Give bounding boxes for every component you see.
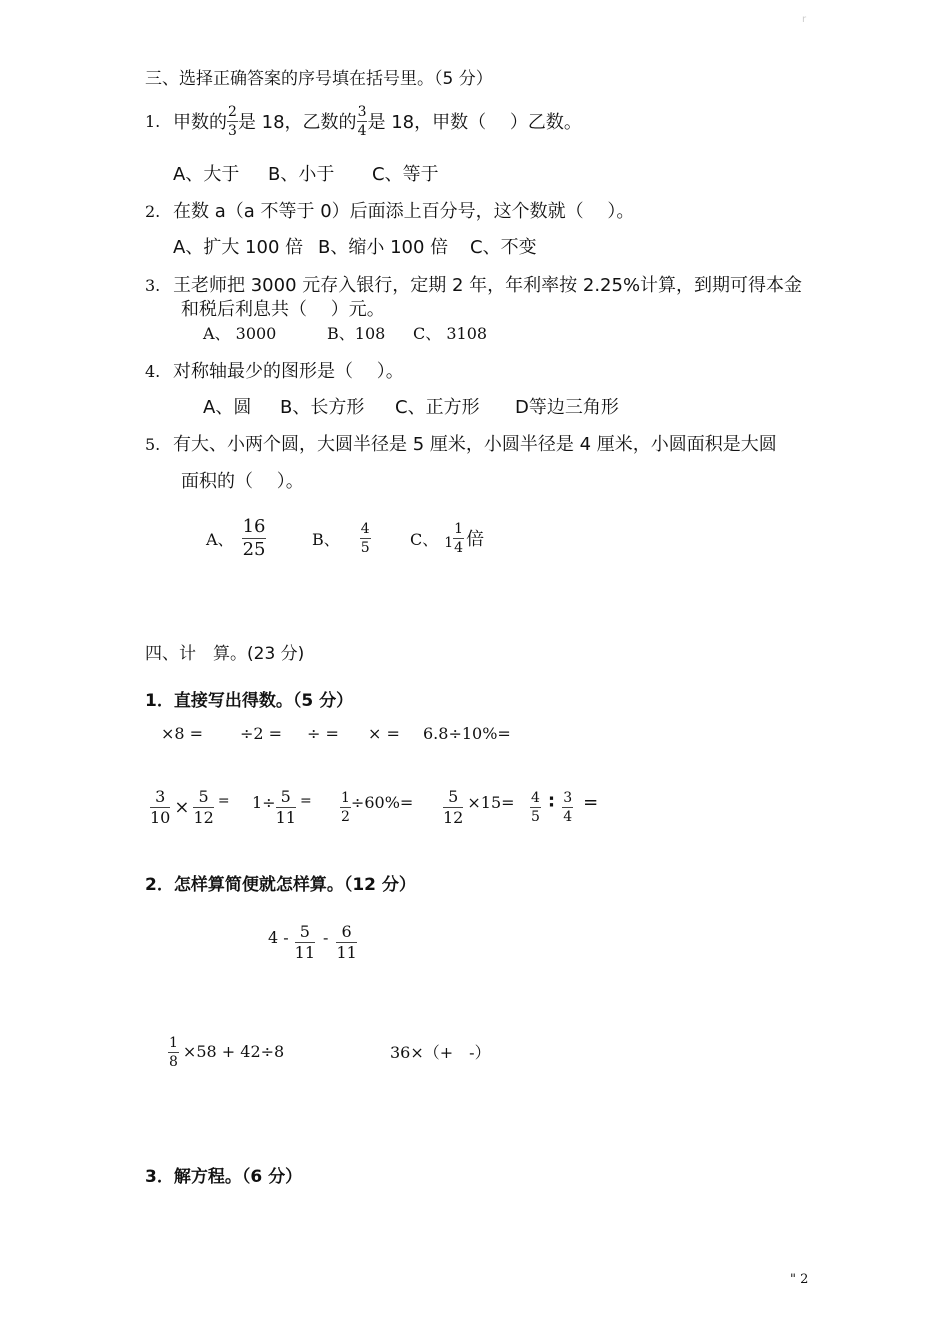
q1-fraction-2: $\frac{3}{4}$ bbox=[357, 103, 367, 139]
fraction: $\frac{6}{11}$ bbox=[336, 921, 357, 962]
q1-text-part3: 是 18，甲数（ ）乙数。 bbox=[367, 112, 582, 133]
q4-option-b: B、长方形 bbox=[280, 397, 365, 418]
mental-calc-1: ×8 = bbox=[161, 724, 204, 743]
mental-calc-8 bbox=[340, 780, 413, 834]
simplify-expr-1 bbox=[268, 915, 357, 969]
q2-option-b: B、缩小 100 倍 bbox=[318, 237, 449, 258]
fraction: $\frac{4}{5}$ bbox=[531, 789, 540, 825]
q1-option-b: B、小于 bbox=[268, 164, 335, 185]
q1-text-part1: 甲数的 bbox=[173, 112, 227, 133]
fraction: $\frac{1}{4}$ bbox=[454, 520, 464, 556]
expression-suffix: ÷60%= bbox=[350, 792, 414, 812]
q3-text-line1: 王老师把 3000 元存入银行，定期 2 年，年利率按 2.25%计算，到期可得本金 bbox=[173, 275, 803, 296]
mental-calc-9 bbox=[443, 780, 515, 834]
option-label: A、 bbox=[206, 529, 234, 549]
part2-title: 2．怎样算简便就怎样算。（12 分） bbox=[145, 875, 416, 895]
expression-suffix: ×58 + 42÷8 bbox=[182, 1041, 285, 1061]
option-label: B、 bbox=[312, 529, 340, 549]
equals: = bbox=[583, 791, 599, 813]
page-number: " 2 bbox=[790, 1272, 809, 1287]
equals: = bbox=[217, 793, 230, 809]
fraction: $\frac{5}{11}$ bbox=[294, 921, 316, 962]
question-number: 3. bbox=[145, 276, 161, 295]
q1-option-a: A、大于 bbox=[173, 164, 240, 185]
ratio-colon: ∶ bbox=[548, 791, 555, 813]
option-suffix: 倍 bbox=[466, 529, 485, 550]
equals: = bbox=[299, 793, 312, 809]
q3-option-a: A、 3000 bbox=[203, 324, 277, 343]
mental-calc-4: × = bbox=[368, 724, 400, 743]
operator: × bbox=[174, 796, 190, 818]
section3-title: 三、选择正确答案的序号填在括号里。（5 分） bbox=[145, 69, 493, 89]
question-4 bbox=[145, 357, 404, 383]
mental-calc-6 bbox=[150, 780, 230, 834]
mental-calc-2: ÷2 = bbox=[240, 724, 283, 743]
q1-fraction-1: $\frac{2}{3}$ bbox=[228, 103, 237, 139]
corner-mark: r bbox=[802, 14, 807, 25]
q5-option-b bbox=[312, 510, 371, 566]
mental-calc-5: 6.8÷10%= bbox=[423, 724, 511, 743]
fraction: $\frac{16}{25}$ bbox=[242, 515, 266, 560]
mental-calc-7 bbox=[252, 780, 312, 834]
simplify-expr-3: 36×（+ -） bbox=[390, 1043, 491, 1062]
question-number: 4. bbox=[145, 362, 161, 381]
fraction: $\frac{5}{11}$ bbox=[275, 786, 296, 827]
fraction: $\frac{3}{10}$ bbox=[150, 786, 171, 827]
q1-text-part2: 是 18，乙数的 bbox=[237, 112, 357, 133]
q3-text-line2: 和税后利息共（ ）元。 bbox=[181, 299, 385, 320]
question-5 bbox=[145, 430, 777, 456]
q2-option-a: A、扩大 100 倍 bbox=[173, 237, 304, 258]
fraction: $\frac{1}{8}$ bbox=[169, 1034, 178, 1070]
question-number: 1. bbox=[145, 111, 161, 131]
fraction: $\frac{5}{12}$ bbox=[443, 786, 464, 827]
q5-option-a bbox=[206, 510, 266, 566]
q1-option-c: C、等于 bbox=[372, 164, 439, 185]
expression-suffix: ×15= bbox=[467, 792, 515, 812]
question-number: 5. bbox=[145, 435, 161, 454]
expression-prefix: 1÷ bbox=[252, 792, 276, 812]
question-number: 2. bbox=[145, 202, 161, 221]
q5-text-line1: 有大、小两个圆，大圆半径是 5 厘米，小圆半径是 4 厘米，小圆面积是大圆 bbox=[173, 434, 777, 455]
section4-title: 四、计 算。(23 分) bbox=[145, 644, 305, 664]
question-3 bbox=[145, 271, 802, 297]
expression-prefix: 4 - bbox=[268, 927, 289, 947]
q4-option-a: A、圆 bbox=[203, 397, 252, 418]
q2-option-c: C、不变 bbox=[470, 237, 537, 258]
whole-number: 1 bbox=[444, 535, 454, 551]
part1-title: 1．直接写出得数。（5 分） bbox=[145, 691, 354, 711]
fraction: $\frac{4}{5}$ bbox=[360, 520, 370, 556]
fraction: $\frac{1}{2}$ bbox=[341, 789, 350, 825]
q4-option-c: C、正方形 bbox=[395, 397, 480, 418]
q3-option-b: B、108 bbox=[327, 324, 386, 343]
q2-text: 在数 a（a 不等于 0）后面添上百分号，这个数就（ ）。 bbox=[173, 201, 635, 222]
simplify-expr-2 bbox=[168, 1030, 284, 1074]
q4-option-d: D等边三角形 bbox=[515, 397, 619, 418]
q3-option-c: C、 3108 bbox=[413, 324, 488, 343]
mental-calc-10 bbox=[530, 780, 598, 834]
mental-calc-3: ÷ = bbox=[307, 724, 339, 743]
question-2 bbox=[145, 197, 634, 223]
q5-option-c bbox=[410, 510, 484, 566]
fraction: $\frac{5}{12}$ bbox=[193, 786, 214, 827]
q4-text: 对称轴最少的图形是（ ）。 bbox=[173, 361, 404, 382]
option-label: C、 bbox=[410, 529, 439, 549]
q5-text-line2: 面积的（ ）。 bbox=[181, 471, 304, 492]
question-1 bbox=[145, 103, 582, 139]
operator: - bbox=[323, 927, 329, 947]
fraction: $\frac{3}{4}$ bbox=[563, 789, 573, 825]
part3-title: 3．解方程。（6 分） bbox=[145, 1167, 303, 1187]
